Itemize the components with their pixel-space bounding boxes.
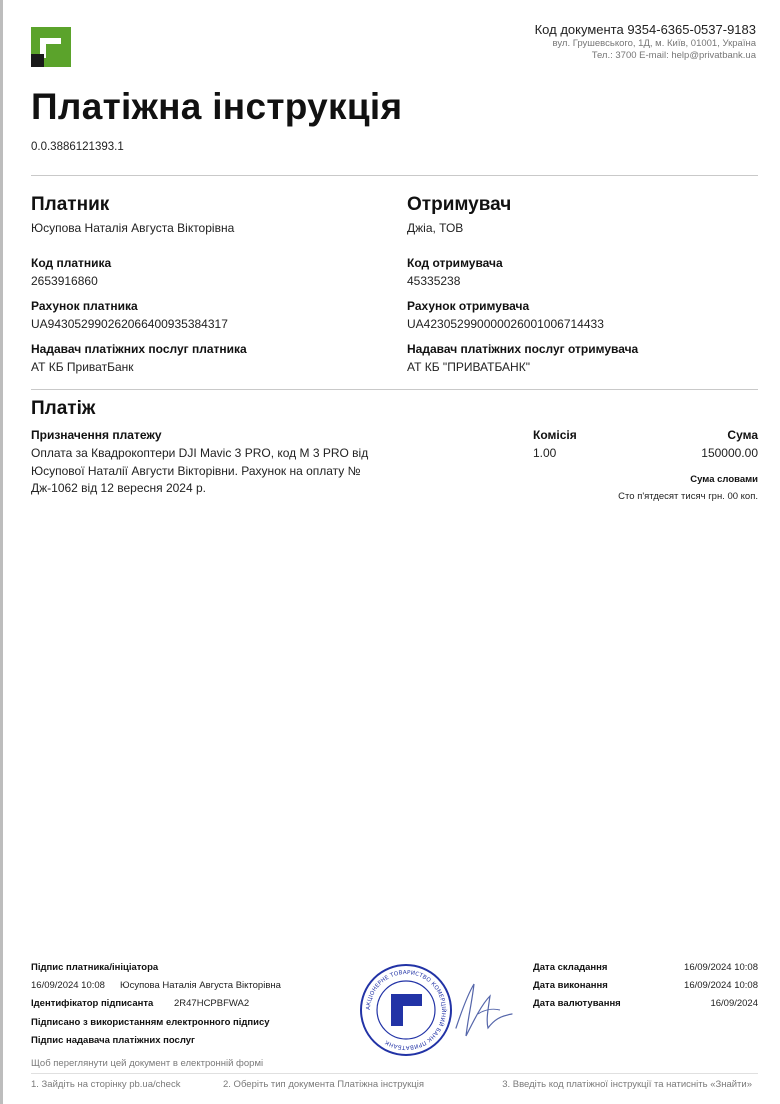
recipient-account: UA423052990000026001006714433 (407, 317, 604, 331)
purpose-label: Призначення платежу (31, 428, 162, 442)
payer-code-label: Код платника (31, 256, 112, 270)
check-step-3: 3. Введіть код платіжної інструкції та натисніть «Знайти» (502, 1079, 752, 1090)
commission-label: Комісія (533, 428, 577, 442)
value-date-label: Дата валютування (533, 998, 621, 1009)
bank-address (553, 38, 756, 62)
payment-heading: Платіж (31, 398, 96, 419)
check-step-2: 2. Оберіть тип документа Платіжна інструкція (223, 1079, 424, 1090)
payer-provider-label: Надавач платіжних послуг платника (31, 342, 247, 356)
amount-words: Сто п'ятдесят тисяч грн. 00 коп. (618, 491, 758, 502)
signer-id-label: Ідентифікатор підписанта (31, 998, 154, 1009)
privatbank-logo (31, 27, 71, 67)
payer-code: 2653916860 (31, 274, 98, 288)
recipient-account-label: Рахунок отримувача (407, 299, 530, 313)
signer-id: 2R47HCPBFWA2 (174, 998, 250, 1009)
divider (31, 175, 758, 176)
provider-signature: Підпис надавача платіжних послуг (31, 1035, 195, 1046)
recipient-heading: Отримувач (407, 194, 512, 215)
payer-heading: Платник (31, 194, 110, 215)
recipient-provider-label: Надавач платіжних послуг отримувача (407, 342, 639, 356)
view-hint: Щоб переглянути цей документ в електронній формі (31, 1058, 264, 1069)
recipient-code: 45335238 (407, 274, 461, 288)
amount-label: Сума (727, 428, 758, 442)
signature-name: Юсупова Наталія Августа Вікторівна (120, 980, 281, 991)
document-number: 0.0.3886121393.1 (31, 141, 124, 153)
address-line: вул. Грушевського, 1Д, м. Київ, 01001, Україна (552, 38, 756, 49)
recipient-code-label: Код отримувача (407, 256, 503, 270)
executed-value: 16/09/2024 10:08 (684, 980, 758, 991)
page-title: Платіжна інструкція (31, 86, 403, 127)
handwritten-signature (438, 970, 518, 1050)
divider (31, 389, 758, 390)
svg-text:АКЦІОНЕРНЕ ТОВАРИСТВО КОМЕРЦІЙ: АКЦІОНЕРНЕ ТОВАРИСТВО КОМЕРЦІЙНИЙ БАНК ПРИВАТБАНК (365, 969, 447, 1051)
payment-purpose: Оплата за Квадрокоптери DJI Mavic 3 PRO, код M 3 PRO від Юсупової Наталії Августи Вікторівни. Рахунок на оплату № Дж-1062 від 12 вересня 2024 р. (31, 446, 369, 495)
recipient-provider: АТ КБ "ПРИВАТБАНК" (407, 360, 530, 374)
signature-time: 16/09/2024 10:08 (31, 980, 105, 991)
contacts-line: Тел.: 3700 E-mail: help@privatbank.ua (591, 50, 756, 61)
payer-account-label: Рахунок платника (31, 299, 138, 313)
payer-name: Юсупова Наталія Августа Вікторівна (31, 221, 235, 235)
amount-words-label: Сума словами (690, 474, 758, 485)
signature-label: Підпис платника/ініціатора (31, 962, 159, 973)
created-label: Дата складання (533, 962, 608, 973)
page-edge (0, 0, 3, 1104)
executed-label: Дата виконання (533, 980, 608, 991)
signed-electronic: Підписано з використанням електронного підпису (31, 1017, 270, 1028)
recipient-name: Джіа, ТОВ (407, 221, 464, 235)
commission-value: 1.00 (533, 446, 557, 460)
value-date: 16/09/2024 (710, 998, 758, 1009)
created-value: 16/09/2024 10:08 (684, 962, 758, 973)
amount-value: 150000.00 (701, 446, 758, 460)
document-code: Код документа 9354-6365-0537-9183 (534, 22, 756, 37)
payer-provider: АТ КБ ПриватБанк (31, 360, 134, 374)
check-step-1: 1. Зайдіть на сторінку pb.ua/check (31, 1079, 181, 1090)
divider (31, 1073, 758, 1074)
payer-account: UA943052990262066400935384317 (31, 317, 228, 331)
